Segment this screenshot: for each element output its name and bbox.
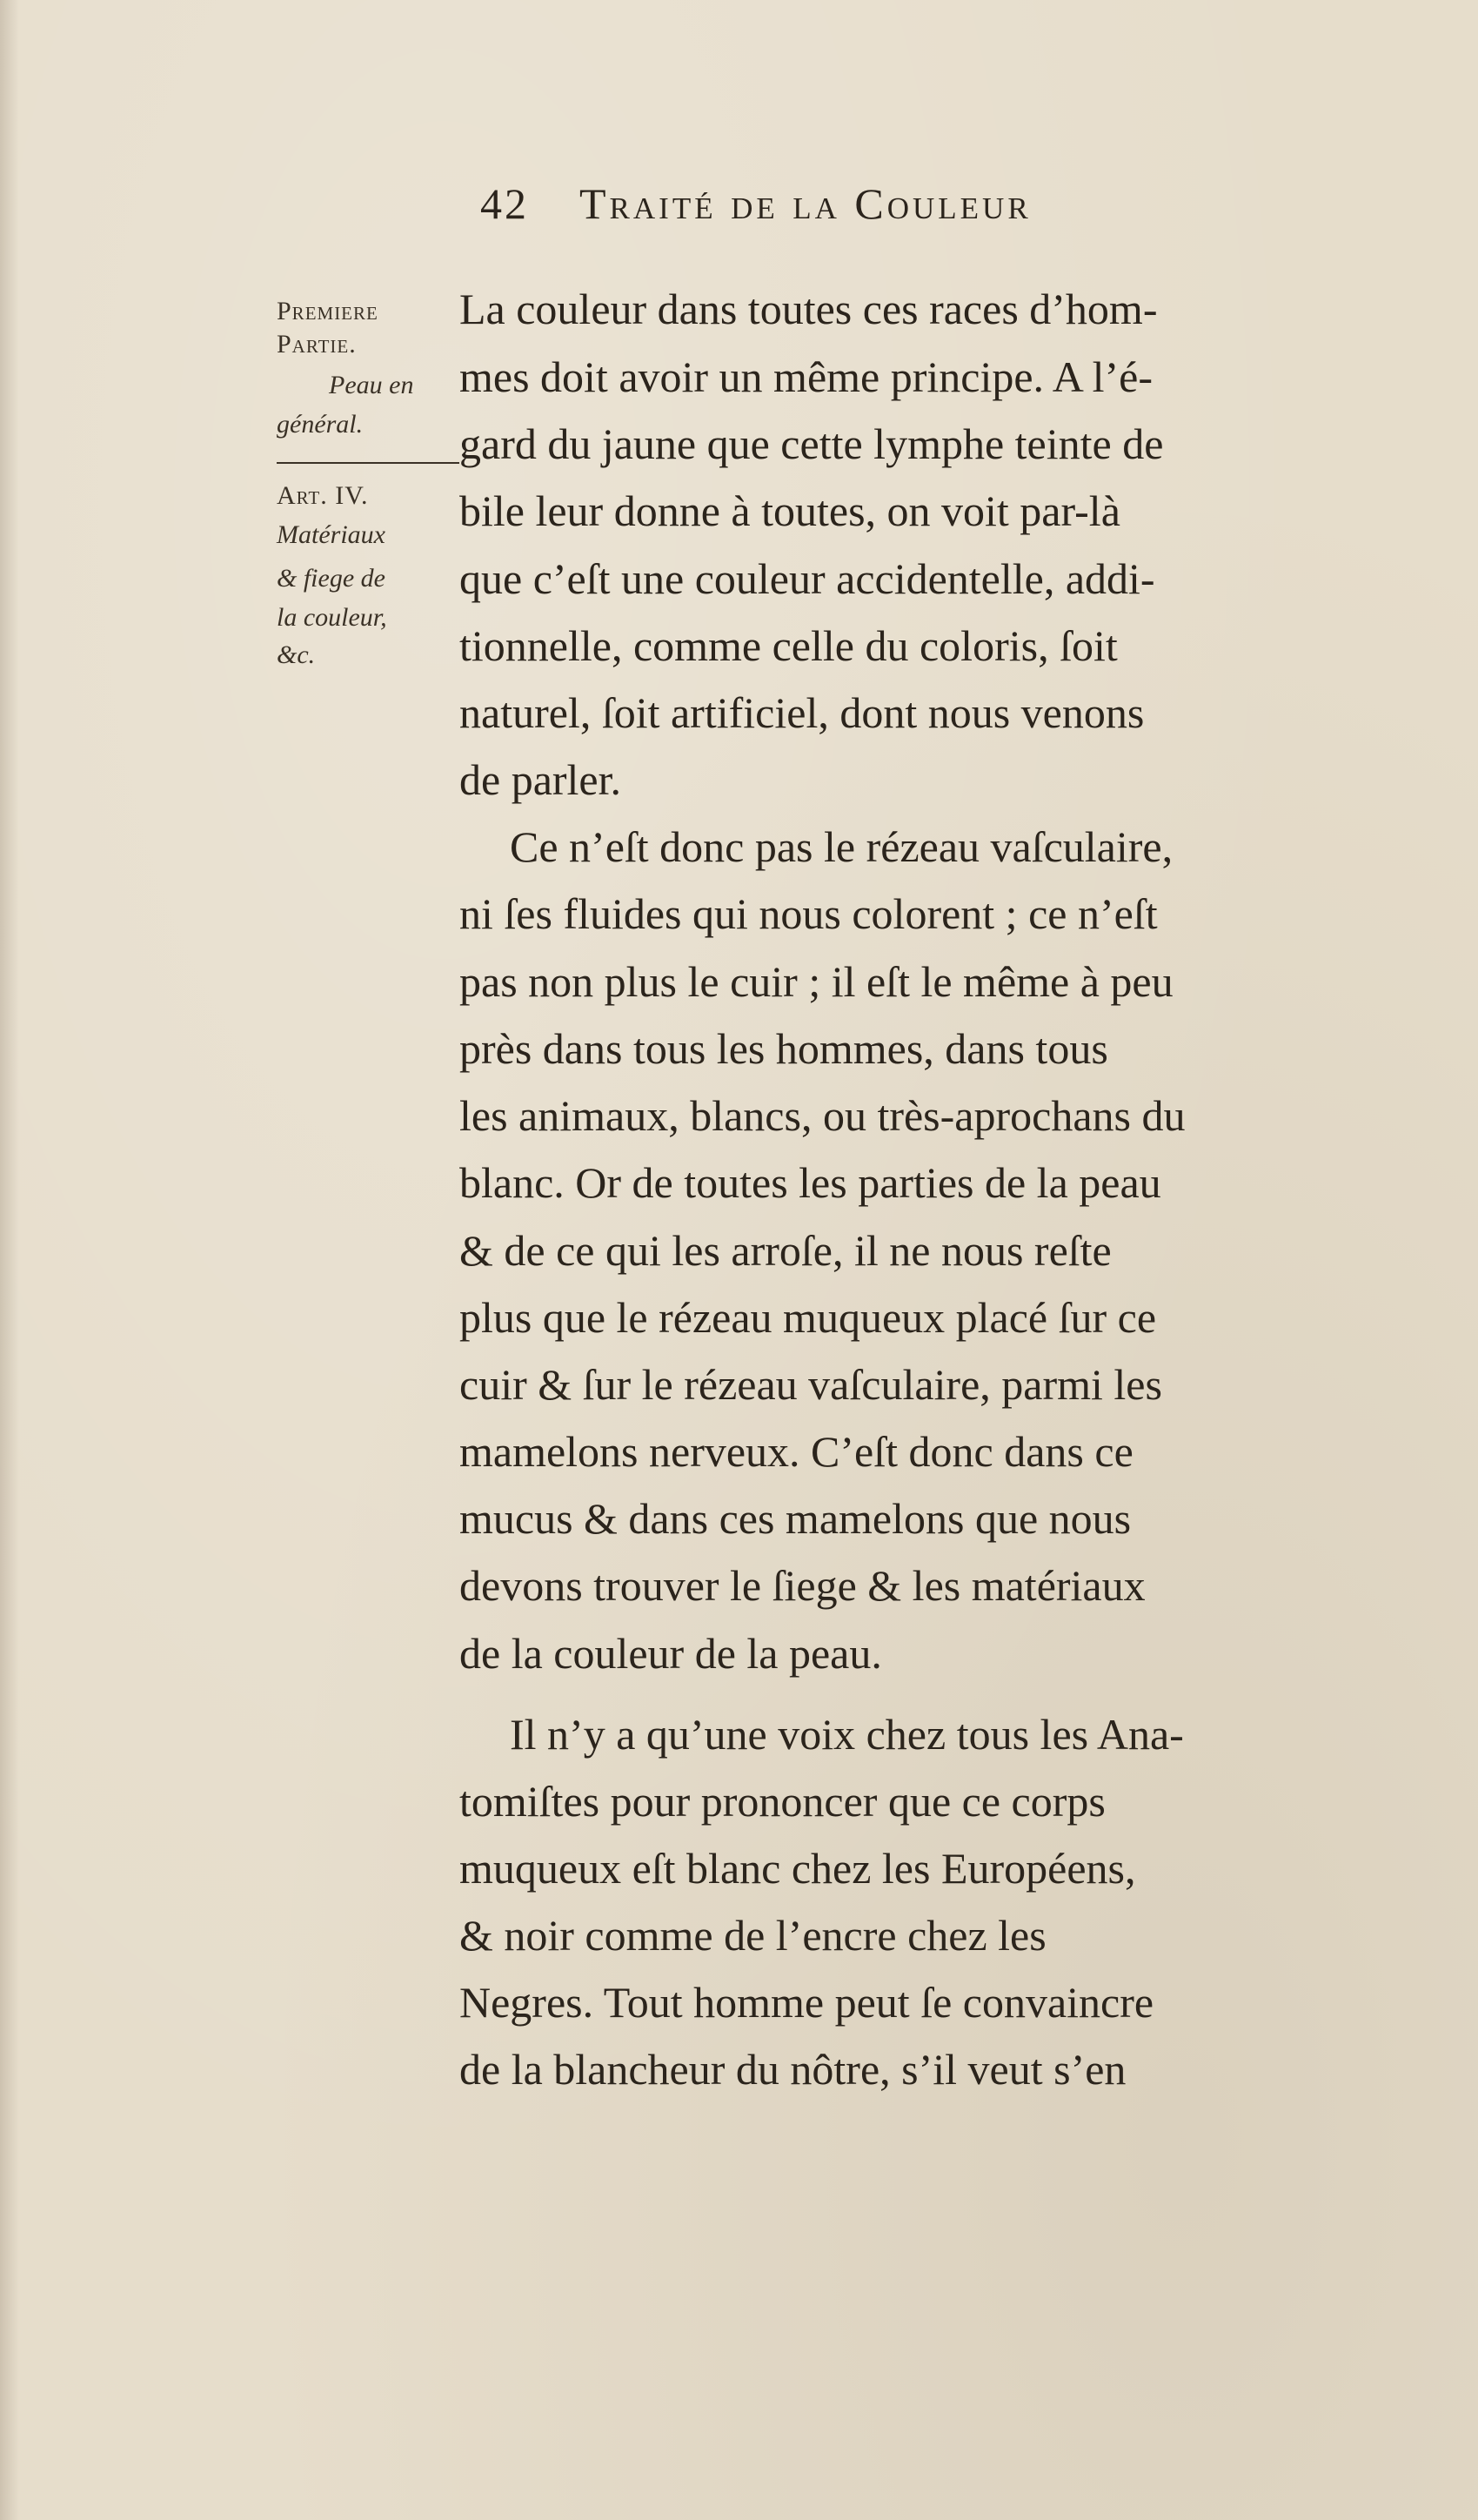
margin-note-art-iv: Art. IV. [277,481,369,510]
text-line: cuir & ſur le rézeau vaſculaire, parmi les [459,1360,1162,1409]
text-line: de la couleur de la peau. [459,1629,882,1678]
text-line: Negres. Tout homme peut ſe convaincre [459,1978,1154,2027]
margin-note-materiaux: Matériaux [277,520,385,549]
text-line: blanc. Or de toutes les parties de la peau [459,1158,1161,1207]
text-line: devons trouver le ſiege & les matériaux [459,1561,1146,1610]
page-number: 42 [480,179,529,228]
margin-note-premiere: Premiere [277,297,378,325]
text-line: La couleur dans toutes ces races d’hom- [459,285,1158,333]
text-line: & de ce qui les arroſe, il ne nous reſte [459,1226,1112,1275]
text-line: tionnelle, comme celle du coloris, ſoit [459,621,1118,670]
text-line: ni ſes fluides qui nous colorent ; ce n’eſt [459,889,1158,938]
text-line: bile leur donne à toutes, on voit par-là [459,486,1120,535]
running-head [480,178,1263,229]
text-line: les animaux, blancs, ou très-aprochans du [459,1091,1186,1140]
paragraph-first-line: Il n’y a qu’une voix chez tous les Ana- [510,1710,1184,1759]
page-edge-shadow [0,0,19,2520]
margin-note-etc: &c. [277,640,316,669]
margin-note-fiege: & fiege de [277,564,385,593]
margin-note-couleur: la couleur, [277,603,387,632]
text-line: mucus & dans ces mamelons que nous [459,1494,1132,1543]
margin-note-partie: Partie. [277,330,357,359]
text-line: près dans tous les hommes, dans tous [459,1024,1108,1073]
text-line: naturel, ſoit artificiel, dont nous venons [459,688,1145,737]
page-title: Traité de la Couleur [579,179,1032,228]
paragraph-first-line: Ce n’eſt donc pas le rézeau vaſculaire, [510,822,1174,871]
text-line: muqueux eſt blanc chez les Européens, [459,1844,1136,1893]
margin-note-general: général. [277,410,364,439]
text-line: gard du jaune que cette lymphe teinte de [459,419,1164,468]
margin-note-peau-en: Peau en [329,371,414,399]
text-line: mes doit avoir un même principe. A l’é- [459,352,1154,401]
text-line: tomiſtes pour prononcer que ce corps [459,1777,1106,1826]
text-line: mamelons nerveux. C’eſt donc dans ce [459,1427,1134,1476]
text-line: & noir comme de l’encre chez les [459,1911,1047,1960]
margin-note-rule [277,462,459,464]
text-line: pas non plus le cuir ; il eſt le même à peu [459,957,1174,1006]
text-line: que c’eſt une couleur accidentelle, addi- [459,554,1155,603]
text-line: plus que le rézeau muqueux placé ſur ce [459,1293,1157,1342]
text-line: de parler. [459,755,622,804]
text-line: de la blancheur du nôtre, s’il veut s’en [459,2045,1127,2094]
